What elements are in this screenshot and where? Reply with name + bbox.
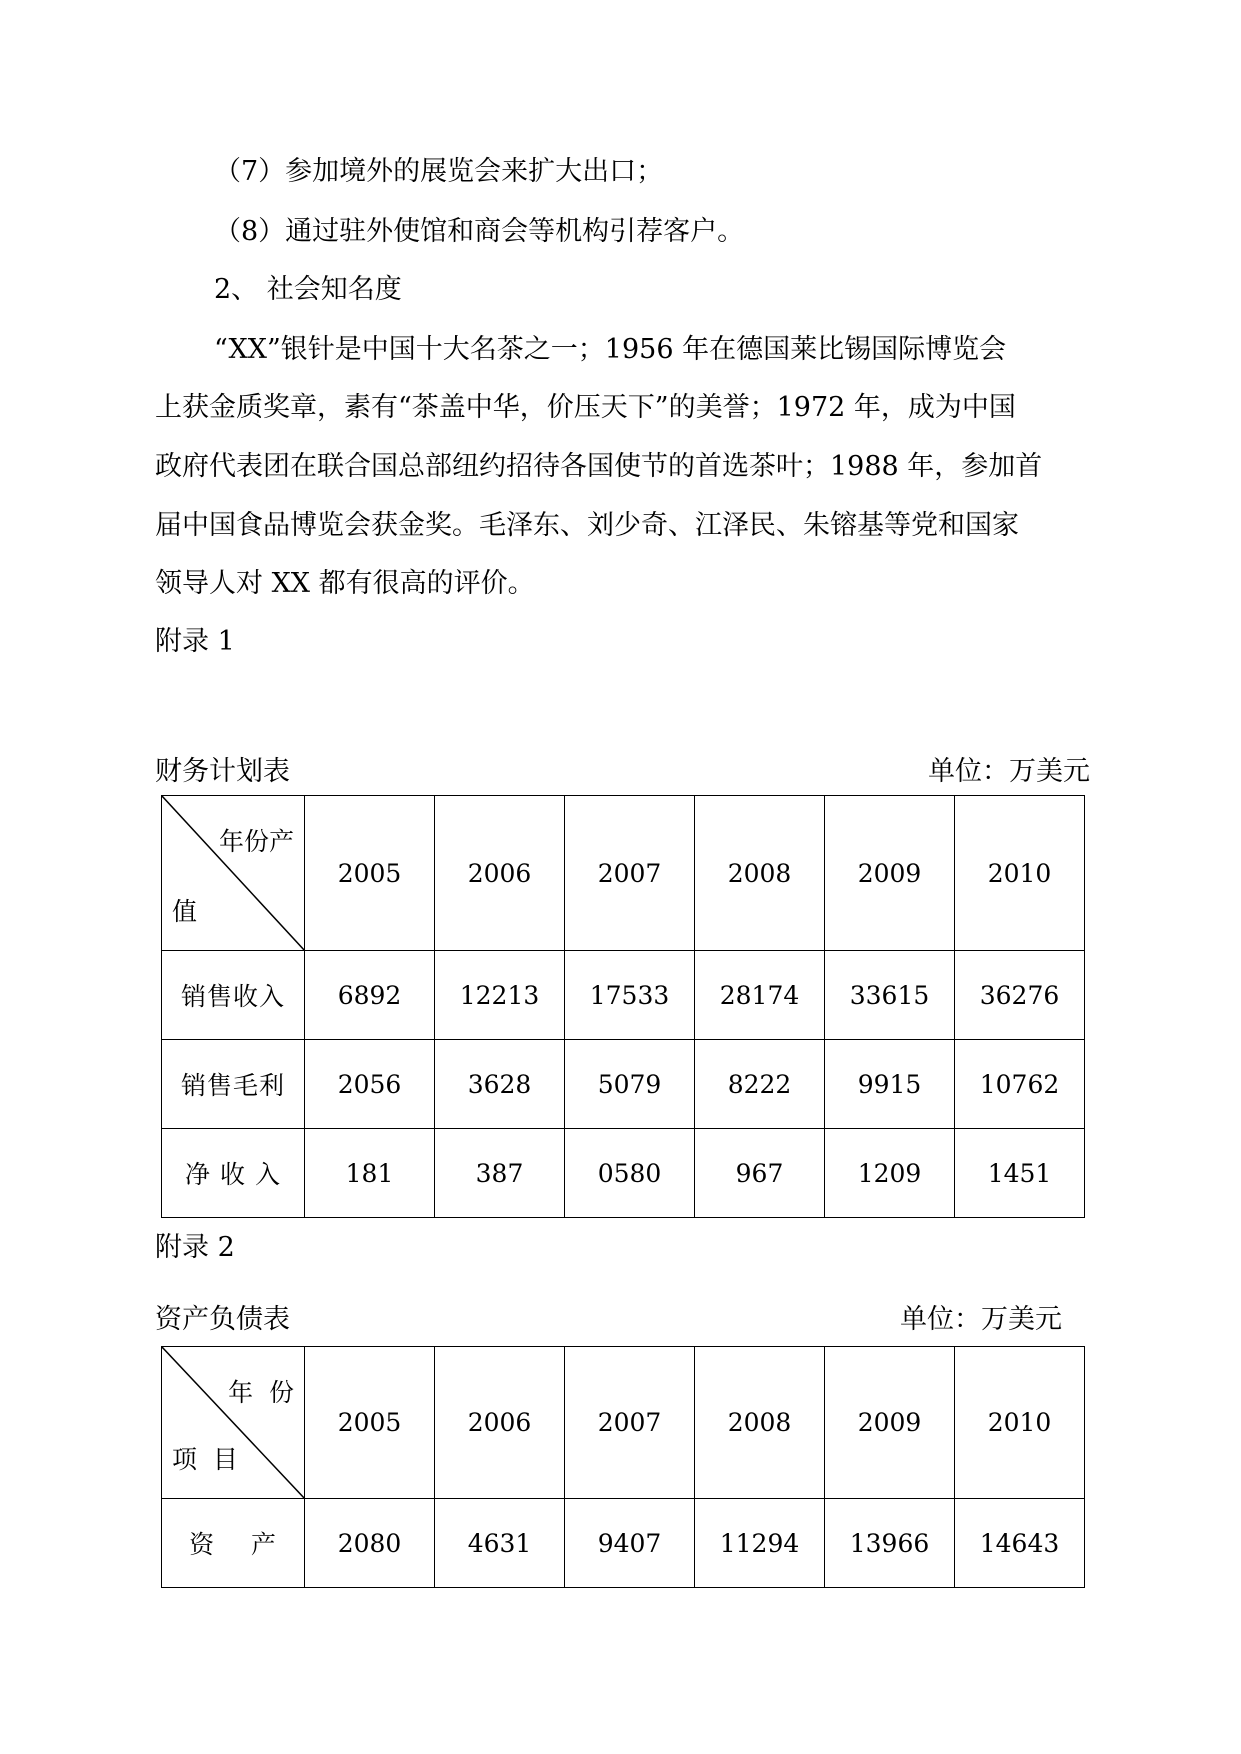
table-cell: 5079 bbox=[565, 1040, 695, 1129]
table-cell: 14643 bbox=[955, 1499, 1085, 1588]
table-cell: 4631 bbox=[435, 1499, 565, 1588]
year-header: 2006 bbox=[435, 1347, 565, 1499]
table-cell: 17533 bbox=[565, 951, 695, 1040]
row-label: 销售毛利 bbox=[162, 1040, 305, 1129]
paragraph-line: “XX”银针是中国十大名茶之一；1956 年在德国莱比锡国际博览会 bbox=[214, 334, 1007, 365]
year-header: 2007 bbox=[565, 1347, 695, 1499]
year-header: 2009 bbox=[825, 1347, 955, 1499]
table-cell: 2056 bbox=[305, 1040, 435, 1129]
corner-label-value: 值 bbox=[172, 897, 198, 926]
year-header: 2005 bbox=[305, 1347, 435, 1499]
corner-label-year: 年 份 bbox=[228, 1378, 294, 1407]
table-cell: 12213 bbox=[435, 951, 565, 1040]
table-cell: 0580 bbox=[565, 1129, 695, 1218]
table-unit: 单位：万美元 bbox=[900, 1304, 1062, 1335]
table-unit: 单位：万美元 bbox=[928, 756, 1090, 787]
table-cell: 11294 bbox=[695, 1499, 825, 1588]
financial-plan-table bbox=[161, 795, 1085, 1218]
section-heading: 2、 社会知名度 bbox=[214, 274, 402, 305]
year-header: 2006 bbox=[435, 796, 565, 951]
row-label: 销售收入 bbox=[162, 951, 305, 1040]
table-cell: 967 bbox=[695, 1129, 825, 1218]
year-header: 2010 bbox=[955, 1347, 1085, 1499]
table-header-row bbox=[162, 796, 1085, 951]
year-header: 2005 bbox=[305, 796, 435, 951]
paragraph-line: 上获金质奖章，素有“茶盖中华，价压天下”的美誉；1972 年，成为中国 bbox=[155, 392, 1016, 423]
table-cell: 36276 bbox=[955, 951, 1085, 1040]
table-row bbox=[162, 1040, 1085, 1129]
paragraph-line: 政府代表团在联合国总部纽约招待各国使节的首选茶叶；1988 年，参加首 bbox=[155, 451, 1043, 482]
corner-header bbox=[162, 796, 305, 951]
paragraph-line: 届中国食品博览会获金奖。毛泽东、刘少奇、江泽民、朱镕基等党和国家 bbox=[155, 510, 1019, 541]
table-cell: 181 bbox=[305, 1129, 435, 1218]
table-header-row bbox=[162, 1347, 1085, 1499]
table-title: 资产负债表 bbox=[155, 1304, 290, 1335]
table-cell: 6892 bbox=[305, 951, 435, 1040]
diagonal-line bbox=[162, 1347, 305, 1499]
paragraph-line: 领导人对 XX 都有很高的评价。 bbox=[155, 568, 535, 599]
table-cell: 9915 bbox=[825, 1040, 955, 1129]
row-label: 净 收 入 bbox=[162, 1129, 305, 1218]
table-title: 财务计划表 bbox=[155, 756, 290, 787]
balance-sheet-table bbox=[161, 1346, 1085, 1588]
table-row bbox=[162, 1499, 1085, 1588]
appendix-1-label: 附录 1 bbox=[155, 626, 235, 657]
list-item-8: （8）通过驻外使馆和商会等机构引荐客户。 bbox=[214, 216, 745, 247]
row-label: 资 产 bbox=[162, 1499, 305, 1588]
table-cell: 28174 bbox=[695, 951, 825, 1040]
year-header: 2007 bbox=[565, 796, 695, 951]
corner-header bbox=[162, 1347, 305, 1499]
table-cell: 1451 bbox=[955, 1129, 1085, 1218]
corner-label-year: 年份产 bbox=[218, 827, 294, 856]
table-cell: 10762 bbox=[955, 1040, 1085, 1129]
year-header: 2008 bbox=[695, 1347, 825, 1499]
table-cell: 2080 bbox=[305, 1499, 435, 1588]
table-cell: 8222 bbox=[695, 1040, 825, 1129]
table-cell: 13966 bbox=[825, 1499, 955, 1588]
table-row bbox=[162, 1129, 1085, 1218]
table-cell: 387 bbox=[435, 1129, 565, 1218]
year-header: 2010 bbox=[955, 796, 1085, 951]
list-item-7: （7）参加境外的展览会来扩大出口； bbox=[214, 156, 664, 187]
appendix-2-label: 附录 2 bbox=[155, 1232, 235, 1263]
table-cell: 1209 bbox=[825, 1129, 955, 1218]
year-header: 2008 bbox=[695, 796, 825, 951]
table-cell: 33615 bbox=[825, 951, 955, 1040]
table-row bbox=[162, 951, 1085, 1040]
corner-label-item: 项 目 bbox=[172, 1445, 238, 1474]
table-cell: 9407 bbox=[565, 1499, 695, 1588]
year-header: 2009 bbox=[825, 796, 955, 951]
table-cell: 3628 bbox=[435, 1040, 565, 1129]
